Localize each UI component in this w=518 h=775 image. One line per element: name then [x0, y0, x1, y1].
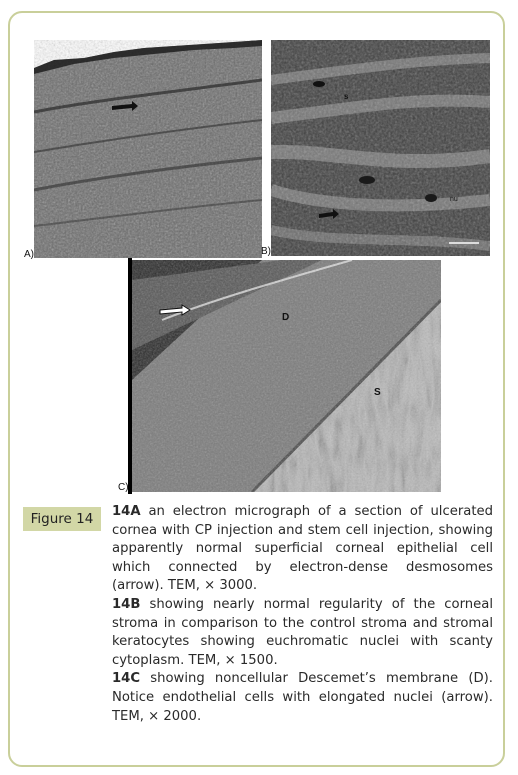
panel-b-mark-s: s: [344, 92, 349, 101]
panel-c-mark-d: D: [282, 312, 290, 323]
caption-14a-id: 14A: [112, 504, 141, 519]
caption-14b: [112, 596, 493, 670]
figure-label: Figure 14: [23, 507, 101, 531]
panel-label-a: A): [24, 249, 34, 260]
caption-14b-id: 14B: [112, 596, 141, 612]
caption-14b-text: showing nearly normal regularity of the corneal stroma in comparison to the control stroma and stromal keratocytes showing euchromatic nuclei with scanty cytoplasm. TEM, × 1500.: [112, 596, 493, 668]
micrograph-b: [271, 40, 490, 256]
caption-14a-text: an electron micrograph of a section of ulcerated cornea with CP injection and stem cell injection, showing apparently normal superficial corneal epithelial cell which connected by electron-dense desmosomes (arrow). TEM, × 3000.: [112, 504, 493, 594]
figure-caption: [112, 503, 493, 726]
panel-label-b: B): [261, 246, 271, 257]
panel-b-mark-nu: nu: [450, 196, 458, 203]
caption-14c-text: showing noncellular Descemet’s membrane (D). Notice endothelial cells with elongated nuclei (arrow). TEM, × 2000.: [112, 671, 493, 724]
caption-14c-id: 14C: [112, 671, 141, 687]
caption-14c: [112, 670, 493, 726]
caption-14a: [112, 503, 493, 596]
panel-c-mark-s: S: [374, 387, 381, 398]
micrograph-a: [34, 40, 262, 258]
panel-label-c: C): [118, 482, 129, 493]
micrograph-c: [132, 260, 441, 492]
